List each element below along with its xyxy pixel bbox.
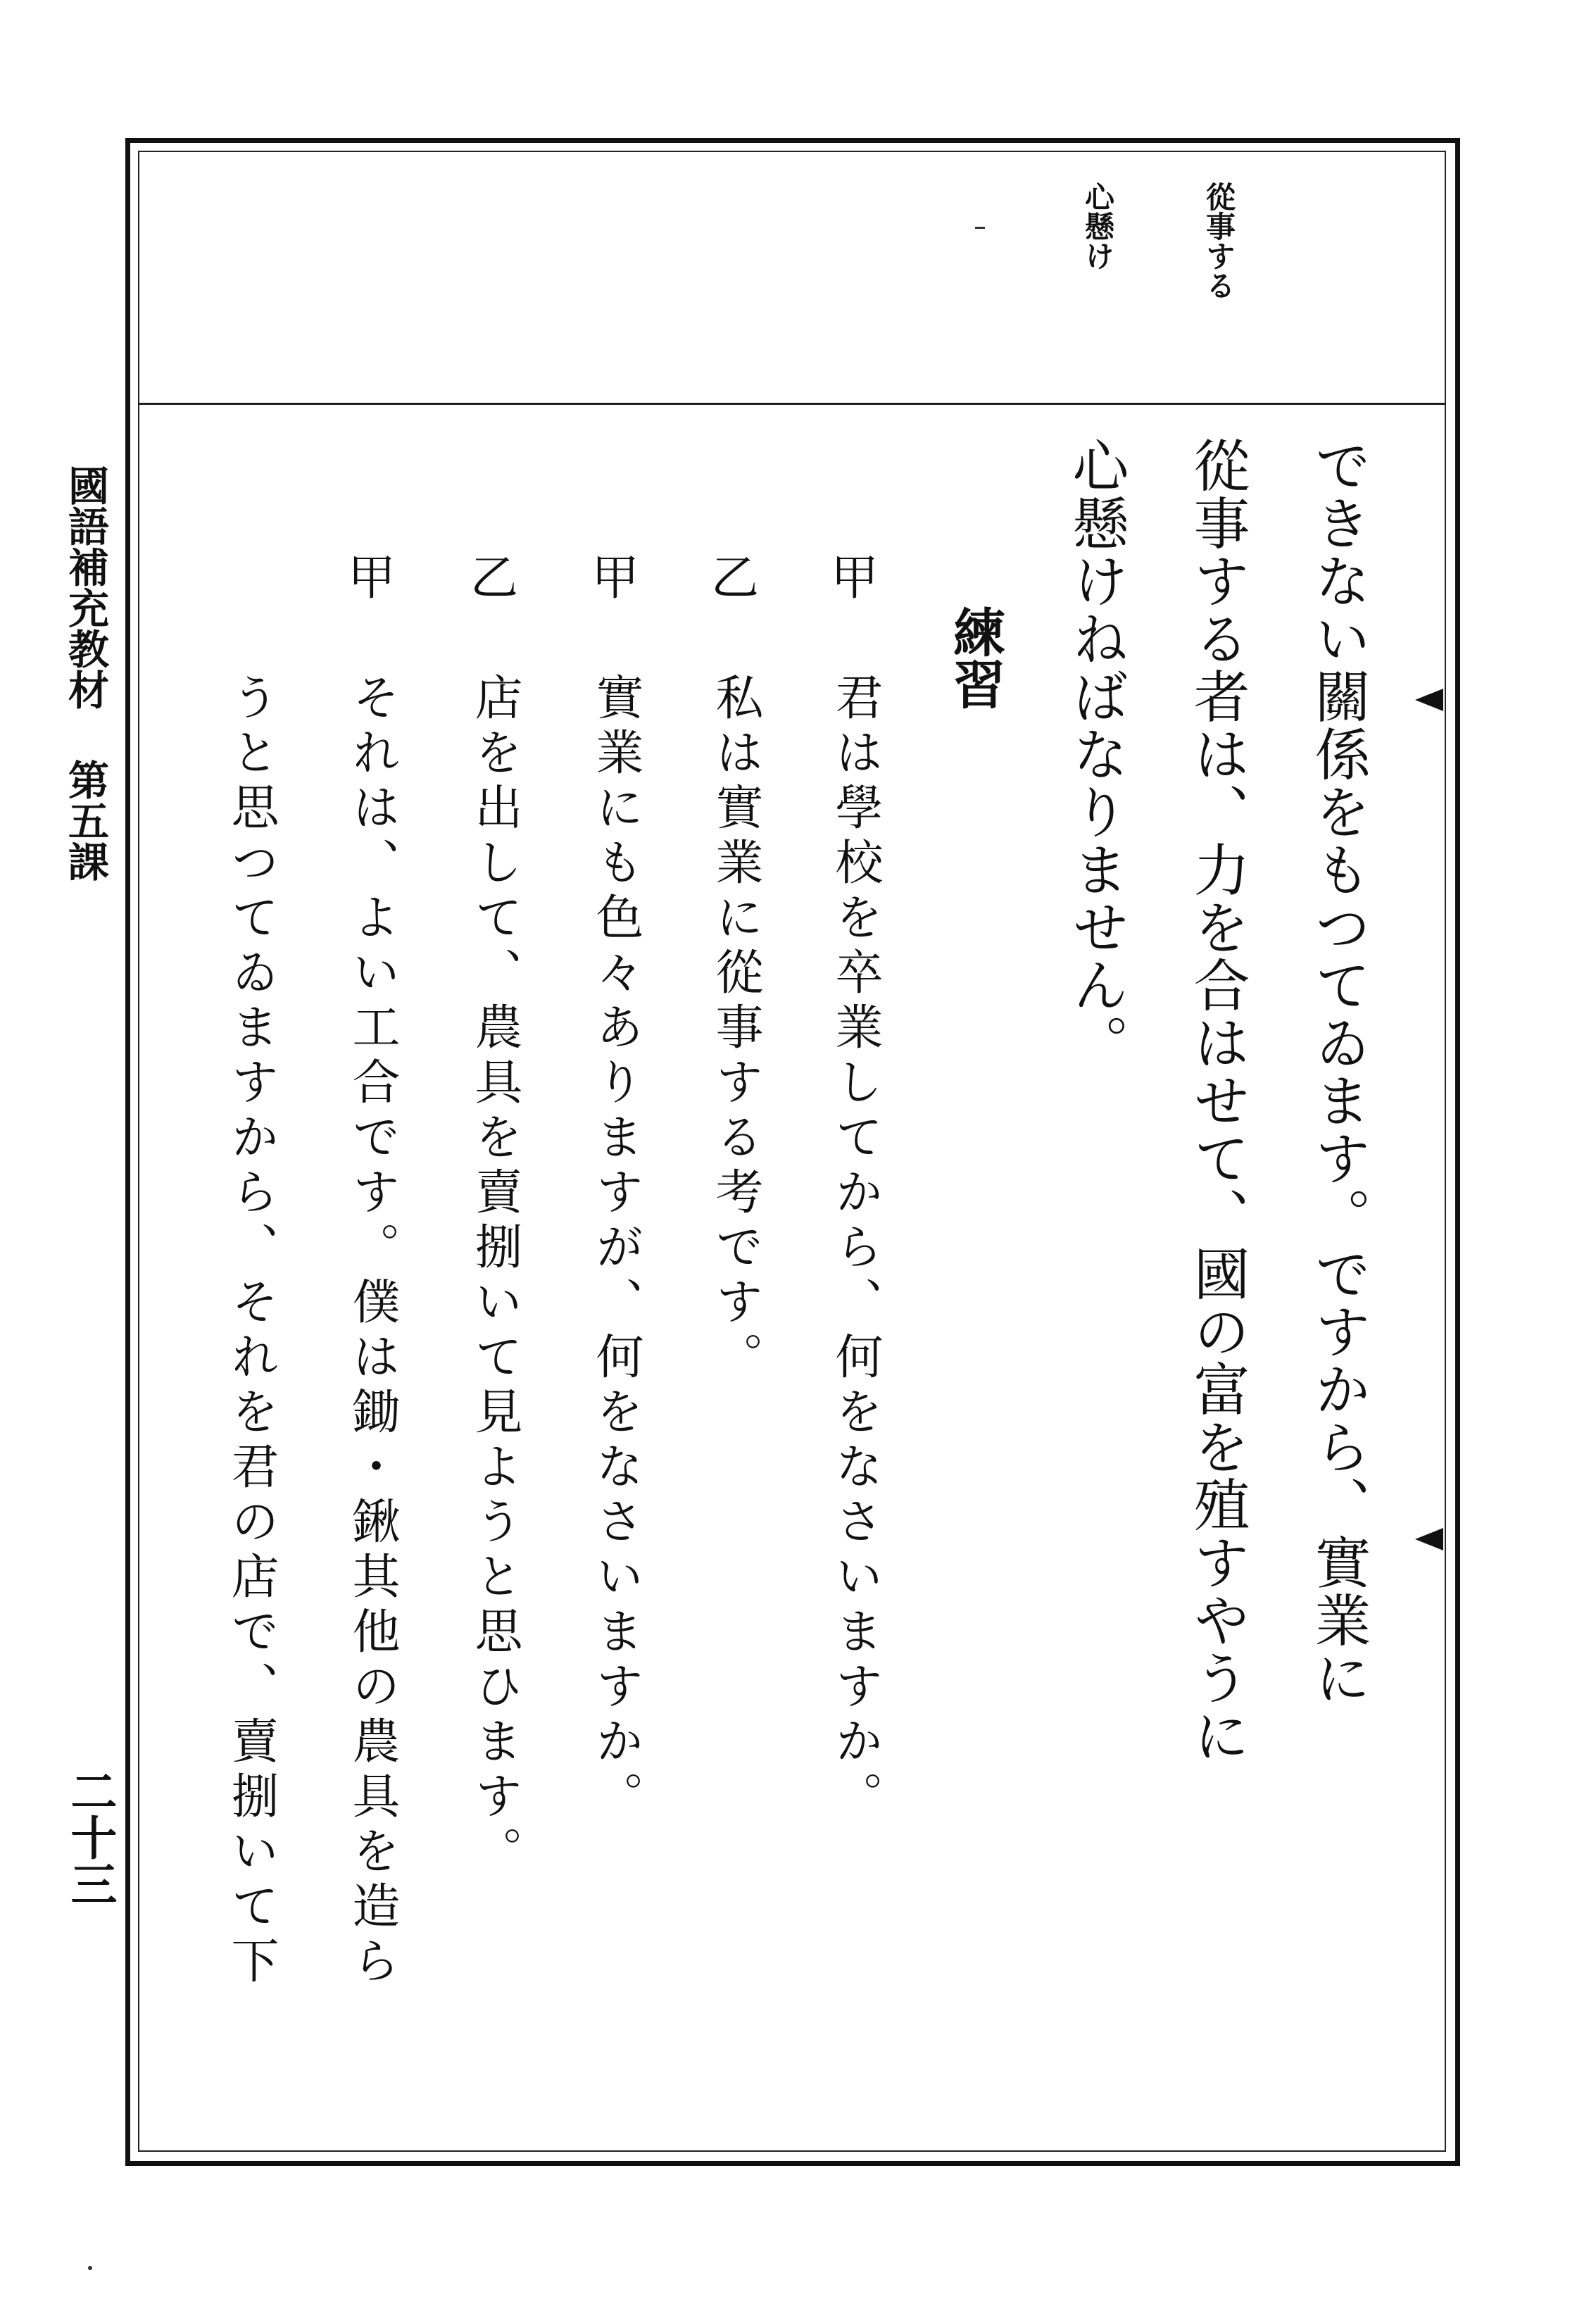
body-text-column: 心懸けねばなりません。 — [1063, 437, 1129, 1072]
vocabulary-item: 從事する — [1202, 182, 1236, 300]
vocabulary-item: 心懸け — [1081, 182, 1115, 270]
book-title: 國語補充教材 — [61, 465, 109, 710]
running-head — [61, 465, 109, 882]
speaker-label: 甲 — [591, 551, 640, 606]
dialogue-line: 實業にも色々ありますが、何をなさいますか。 — [588, 672, 643, 1826]
binding-notch-mark — [1415, 689, 1443, 711]
dialogue-line: それは、よい工合です。僕は鋤・鍬其他の農具を造ら — [344, 672, 400, 1991]
speaker-label: 甲 — [348, 551, 396, 606]
dialogue-line: 君は學校を卒業してから、何をなさいますか。 — [827, 672, 883, 1826]
header-rule — [138, 403, 1446, 405]
lesson-label: 第五課 — [61, 759, 109, 882]
binding-notch-mark — [1415, 1528, 1443, 1550]
print-speck — [975, 227, 985, 229]
page-number: 二十三 — [63, 1767, 118, 1907]
exercise-heading: 練習 — [945, 606, 1005, 710]
speaker-label: 甲 — [831, 551, 879, 606]
dialogue-line: 私は實業に從事する考です。 — [708, 672, 763, 1386]
dialogue-line: うと思つてゐますから、それを君の店で、賣捌いて下 — [223, 672, 279, 1991]
speaker-label: 乙 — [711, 551, 760, 606]
page-inner-border — [138, 151, 1446, 2152]
body-text-column: できない關係をもつてゐます。ですから、實業に — [1305, 437, 1371, 1707]
print-speck — [88, 2266, 92, 2270]
speaker-label: 乙 — [470, 551, 519, 606]
body-text-column: 從事する者は、力を合はせて、國の富を殖すやうに — [1184, 437, 1250, 1765]
dialogue-line: 店を出して、農具を賣捌いて見ようと思ひます。 — [467, 672, 522, 1881]
